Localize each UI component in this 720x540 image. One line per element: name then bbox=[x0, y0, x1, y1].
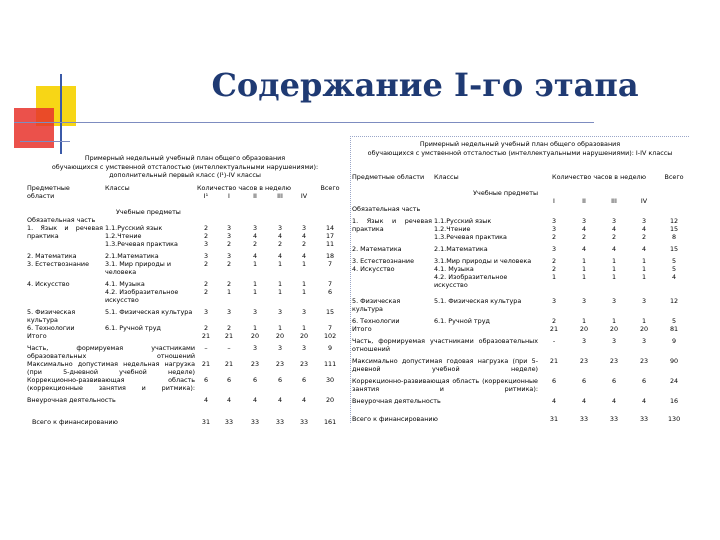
subject-name: 1.3.Речевая практика bbox=[105, 239, 178, 248]
total-cell: 15 bbox=[669, 245, 679, 254]
row-label: Итого bbox=[352, 325, 372, 334]
subject-cell: 2.1.Математика bbox=[105, 251, 159, 260]
area-cell: 4. Искусство bbox=[27, 279, 70, 288]
value-cell: 4 bbox=[301, 251, 307, 260]
value-cell: 1 1 bbox=[611, 265, 617, 282]
row-label: Всего к финансированию bbox=[352, 415, 438, 424]
right-header-row2 bbox=[351, 181, 689, 205]
value-cell: 20 bbox=[639, 325, 649, 334]
area-cell: 1. Язык и речевая практика bbox=[27, 223, 103, 240]
total-cell: 102 bbox=[323, 331, 337, 340]
total-cell: 111 bbox=[323, 359, 337, 368]
value-cell: 1 1 bbox=[641, 265, 647, 282]
value-cell: 6 bbox=[203, 375, 209, 384]
value-cell: 3 bbox=[611, 337, 617, 346]
value-cell: 3 bbox=[551, 245, 557, 254]
left-mandatory-row bbox=[26, 216, 344, 224]
total-cell: 5 bbox=[672, 317, 677, 326]
value-cell: 3 bbox=[301, 307, 307, 316]
value-cell: 23 bbox=[639, 357, 649, 366]
table-row bbox=[351, 217, 689, 241]
subject-name: 1.1.Русский язык bbox=[105, 223, 163, 232]
value-cell: - bbox=[552, 337, 556, 346]
area-cell: 3. Естествознание bbox=[27, 259, 90, 268]
area-cell: 5. Физическая культура bbox=[352, 297, 401, 314]
value-cell: 4 bbox=[641, 397, 647, 406]
table-row-part bbox=[26, 344, 344, 360]
value-cell: 3 4 2 bbox=[301, 223, 307, 248]
table-row bbox=[26, 260, 344, 276]
area-cell: 2. Математика bbox=[27, 251, 77, 260]
total-cell: 9 bbox=[328, 343, 333, 352]
value-cell: 3 4 2 bbox=[611, 217, 617, 242]
value-cell: 3 bbox=[252, 307, 258, 316]
value-cell: 4 bbox=[581, 397, 587, 406]
value-cell: 3 bbox=[301, 343, 307, 352]
right-caption-line: обучающихся с умственной отсталостью (интеллектуальными нарушениями): I-IV классы bbox=[367, 148, 673, 157]
area-cell: 6. Технологии bbox=[27, 323, 75, 332]
left-caption bbox=[26, 150, 344, 180]
header-grade: II bbox=[253, 191, 257, 200]
value-cell: 3 4 2 bbox=[252, 223, 258, 248]
title-rule-short bbox=[20, 141, 70, 142]
value-cell: – bbox=[204, 343, 208, 352]
value-cell: 1 bbox=[581, 257, 587, 266]
value-cell: 1 bbox=[641, 257, 647, 266]
value-cell: 1 bbox=[277, 259, 283, 268]
total-cell: 130 bbox=[667, 415, 681, 424]
value-cell: 4 bbox=[641, 245, 647, 254]
row-label: Всего к финансированию bbox=[32, 417, 118, 426]
header-area: Предметные bbox=[27, 183, 70, 192]
value-cell: 3 3 2 bbox=[551, 217, 557, 242]
value-cell: 2 bbox=[203, 323, 209, 332]
value-cell: 1 bbox=[581, 317, 587, 326]
value-cell: 6 bbox=[301, 375, 307, 384]
value-cell: 21 bbox=[549, 357, 559, 366]
value-cell: 4 bbox=[252, 395, 258, 404]
value-cell: 1 bbox=[611, 257, 617, 266]
value-cell: 2 bbox=[551, 257, 557, 266]
table-row-max bbox=[351, 357, 689, 373]
subject-cell: 3.1. Мир природы и человека bbox=[105, 259, 171, 276]
table-row-max bbox=[26, 360, 344, 376]
header-grade: IV bbox=[300, 191, 308, 200]
page-title: Содержание I-го этапа bbox=[211, 66, 639, 104]
value-cell: 2 bbox=[226, 259, 232, 268]
value-cell: 4 bbox=[252, 251, 258, 260]
total-cell: 18 bbox=[325, 251, 335, 260]
row-label: Коррекционно-развивающая область (коррекционные занятия и ритмика): bbox=[352, 377, 538, 394]
subject-cell: 5.1. Физическая культура bbox=[434, 297, 522, 306]
value-cell: 20 bbox=[275, 331, 285, 340]
header-grade: I bbox=[228, 191, 230, 200]
subject-cell: 6.1. Ручной труд bbox=[434, 317, 490, 326]
row-label: Коррекционно-развивающая область (коррекционные занятия и ритмика): bbox=[27, 375, 195, 392]
area-cell: 3. Естествознание bbox=[352, 257, 415, 266]
value-cell: – bbox=[227, 343, 231, 352]
subject-name: 4.1. Музыка bbox=[434, 265, 474, 274]
value-cell: 3 bbox=[641, 337, 647, 346]
value-cell: 3 bbox=[203, 307, 209, 316]
table-row-corr bbox=[351, 377, 689, 393]
table-row-itogo bbox=[26, 332, 344, 340]
table-row bbox=[26, 308, 344, 324]
row-label: Часть, формируемая участниками образовательных отношений bbox=[27, 343, 195, 360]
left-caption-line: Примерный недельный учебный план общего образования bbox=[84, 154, 286, 162]
value-cell: 3 4 2 bbox=[641, 217, 647, 242]
total-cell: 30 bbox=[325, 375, 335, 384]
value-cell: 1 1 bbox=[581, 265, 587, 282]
area-cell: 5. Физическая культура bbox=[27, 307, 76, 324]
value-cell: 3 bbox=[252, 343, 258, 352]
table-row bbox=[351, 265, 689, 289]
right-plan-table bbox=[350, 136, 689, 423]
value-cell: 21 bbox=[549, 325, 559, 334]
total-cell: 7 bbox=[328, 259, 333, 268]
value-cell: 20 bbox=[579, 325, 589, 334]
total-cell: 7 6 bbox=[328, 279, 333, 296]
value-cell: 4 bbox=[611, 245, 617, 254]
header-grade: III bbox=[611, 197, 617, 206]
subject-cell: 5.1. Физическая культура bbox=[105, 307, 193, 316]
subject-cell bbox=[433, 265, 539, 289]
value-cell: 4 bbox=[277, 251, 283, 260]
value-cell: 1 1 bbox=[252, 279, 258, 296]
header-hours: Количество часов в неделю bbox=[197, 183, 291, 192]
total-cell: 81 bbox=[669, 325, 679, 334]
header-area2: области bbox=[27, 191, 55, 200]
header-grade: I bbox=[553, 197, 555, 206]
value-cell: 1 bbox=[301, 323, 307, 332]
subject-cell bbox=[104, 224, 196, 248]
subject-name: 1.2.Чтение bbox=[434, 225, 471, 234]
table-row bbox=[26, 324, 344, 332]
right-caption bbox=[351, 137, 689, 157]
table-row-extra bbox=[351, 397, 689, 405]
value-cell: 3 bbox=[203, 251, 209, 260]
table-row-part bbox=[351, 337, 689, 353]
value-cell: 6 bbox=[641, 377, 647, 386]
table-row-fin bbox=[26, 418, 344, 426]
header-grade: I¹ bbox=[203, 191, 209, 200]
left-caption-line: обучающихся с умственной отсталостью (интеллектуальными нарушениями): bbox=[51, 162, 319, 171]
value-cell: 33 bbox=[579, 415, 589, 424]
total-cell: 5 bbox=[672, 257, 677, 266]
value-cell: 4 bbox=[581, 245, 587, 254]
subject-name: 1.1.Русский язык bbox=[434, 217, 492, 226]
value-cell: 3 bbox=[226, 251, 232, 260]
value-cell: 6 bbox=[611, 377, 617, 386]
header-classes: Классы bbox=[105, 183, 130, 192]
subject-cell bbox=[433, 217, 539, 241]
row-label: Часть, формируемая участниками образовательных отношений bbox=[352, 337, 538, 354]
header-total: Всего bbox=[664, 173, 684, 182]
value-cell: 2 bbox=[226, 323, 232, 332]
area-cell: 4. Искусство bbox=[352, 265, 395, 274]
value-cell: 21 bbox=[224, 359, 234, 368]
left-header-row2 bbox=[26, 192, 344, 216]
value-cell: 2 1 bbox=[226, 279, 232, 296]
value-cell: 3 bbox=[226, 307, 232, 316]
total-cell: 14 17 11 bbox=[325, 223, 335, 248]
total-cell: 20 bbox=[325, 395, 335, 404]
value-cell: 23 bbox=[579, 357, 589, 366]
value-cell: 23 bbox=[609, 357, 619, 366]
value-cell: 4 bbox=[203, 395, 209, 404]
row-label: Максимально допустимая недельная нагрузка (при 5-дневной учебной неделе) bbox=[27, 359, 195, 376]
value-cell: 33 bbox=[609, 415, 619, 424]
value-cell: 31 bbox=[549, 415, 559, 424]
area-cell: 1. Язык и речевая практика bbox=[352, 217, 432, 234]
value-cell: 6 bbox=[551, 377, 557, 386]
value-cell: 21 bbox=[201, 331, 211, 340]
value-cell: 21 bbox=[201, 359, 211, 368]
value-cell: 2 2 bbox=[203, 279, 209, 296]
total-cell: 7 bbox=[328, 323, 333, 332]
value-cell: 20 bbox=[250, 331, 260, 340]
total-cell: 9 bbox=[672, 337, 677, 346]
value-cell: 4 bbox=[226, 395, 232, 404]
value-cell: 23 bbox=[299, 359, 309, 368]
subject-cell: 3.1.Мир природы и человека bbox=[434, 257, 532, 266]
value-cell: 3 bbox=[581, 297, 587, 306]
value-cell: 6 bbox=[226, 375, 232, 384]
value-cell: 1 bbox=[252, 259, 258, 268]
value-cell: 4 bbox=[277, 395, 283, 404]
value-cell: 31 bbox=[201, 417, 211, 426]
value-cell: 1 bbox=[641, 317, 647, 326]
table-row bbox=[351, 245, 689, 253]
value-cell: 2 2 3 bbox=[203, 223, 209, 248]
subject-cell bbox=[104, 280, 196, 304]
row-label: Внеурочная деятельность bbox=[27, 395, 116, 404]
value-cell: 1 bbox=[301, 259, 307, 268]
value-cell: 33 bbox=[639, 415, 649, 424]
left-header-row bbox=[26, 184, 344, 192]
value-cell: 3 3 2 bbox=[226, 223, 232, 248]
total-cell: 12 bbox=[669, 297, 679, 306]
value-cell: 3 bbox=[277, 343, 283, 352]
value-cell: 4 bbox=[611, 397, 617, 406]
value-cell: 1 bbox=[611, 317, 617, 326]
value-cell: 3 bbox=[581, 337, 587, 346]
value-cell: 3 bbox=[641, 297, 647, 306]
total-cell: 161 bbox=[323, 417, 337, 426]
value-cell: 3 bbox=[551, 297, 557, 306]
value-cell: 2 bbox=[551, 317, 557, 326]
total-cell: 12 15 8 bbox=[669, 217, 679, 242]
total-cell: 90 bbox=[669, 357, 679, 366]
subject-cell: 6.1. Ручной труд bbox=[105, 323, 161, 332]
table-row-corr bbox=[26, 376, 344, 392]
title-rule bbox=[14, 122, 594, 123]
value-cell: 33 bbox=[224, 417, 234, 426]
right-header-row bbox=[351, 173, 689, 181]
row-label: Внеурочная деятельность bbox=[352, 397, 441, 406]
value-cell: 2 bbox=[203, 259, 209, 268]
table-row bbox=[26, 280, 344, 304]
subject-name: 4.2. Изобразительное искусство bbox=[434, 273, 508, 290]
subject-name: 4.1. Музыка bbox=[105, 279, 145, 288]
value-cell: 3 4 2 bbox=[581, 217, 587, 242]
subject-name: 1.3.Речевая практика bbox=[434, 233, 507, 242]
header-grade: IV bbox=[640, 197, 648, 206]
subject-name: 4.2. Изобразительное искусство bbox=[105, 287, 179, 304]
left-plan-table bbox=[26, 150, 344, 426]
value-cell: 21 bbox=[224, 331, 234, 340]
subject-cell: 2.1.Математика bbox=[434, 245, 488, 254]
total-cell: 5 4 bbox=[672, 265, 677, 282]
value-cell: 3 bbox=[611, 297, 617, 306]
value-cell: 6 bbox=[277, 375, 283, 384]
row-label: Максимально допустимая годовая нагрузка (при 5-дневной учебной неделе) bbox=[352, 357, 538, 374]
value-cell: 33 bbox=[275, 417, 285, 426]
total-cell: 24 bbox=[669, 377, 679, 386]
right-mandatory-row bbox=[351, 205, 689, 213]
value-cell: 20 bbox=[609, 325, 619, 334]
deco-blue-line bbox=[60, 74, 62, 154]
value-cell: 1 1 bbox=[277, 279, 283, 296]
table-row-itogo bbox=[351, 325, 689, 333]
value-cell: 4 bbox=[301, 395, 307, 404]
value-cell: 2 1 bbox=[551, 265, 557, 282]
value-cell: 6 bbox=[252, 375, 258, 384]
right-table bbox=[351, 173, 689, 423]
header-classes: Классы bbox=[434, 173, 459, 182]
area-cell: 6. Технологии bbox=[352, 317, 400, 326]
left-table bbox=[26, 184, 344, 426]
header-subjects: Учебные предметы bbox=[116, 207, 181, 216]
value-cell: 33 bbox=[299, 417, 309, 426]
value-cell: 1 bbox=[252, 323, 258, 332]
deco-red-square bbox=[14, 108, 54, 148]
table-row bbox=[26, 252, 344, 260]
row-label: Итого bbox=[27, 331, 47, 340]
right-caption-line: Примерный недельный учебный план общего образования bbox=[419, 140, 621, 148]
value-cell: 23 bbox=[275, 359, 285, 368]
table-row bbox=[351, 257, 689, 265]
header-subjects: Учебные предметы bbox=[473, 189, 538, 198]
table-row bbox=[351, 317, 689, 325]
header-grade: III bbox=[277, 191, 283, 200]
table-row-extra bbox=[26, 396, 344, 404]
area-cell: 2. Математика bbox=[352, 245, 402, 254]
subject-name: 1.2.Чтение bbox=[105, 231, 142, 240]
mandatory-label: Обязательная часть bbox=[27, 215, 96, 224]
value-cell: 4 bbox=[551, 397, 557, 406]
header-grade: II bbox=[582, 197, 586, 206]
value-cell: 3 bbox=[277, 307, 283, 316]
mandatory-label: Обязательная часть bbox=[352, 205, 421, 214]
header-hours: Количество часов в неделю bbox=[552, 173, 647, 182]
value-cell: 33 bbox=[250, 417, 260, 426]
value-cell: 20 bbox=[299, 331, 309, 340]
value-cell: 23 bbox=[250, 359, 260, 368]
header-area: Предметные области bbox=[352, 173, 425, 182]
total-cell: 16 bbox=[669, 397, 679, 406]
value-cell: 6 bbox=[581, 377, 587, 386]
header-total: Всего bbox=[320, 183, 340, 192]
table-row-fin bbox=[351, 415, 689, 423]
total-cell: 15 bbox=[325, 307, 335, 316]
value-cell: 1 bbox=[277, 323, 283, 332]
value-cell: 3 4 2 bbox=[277, 223, 283, 248]
value-cell: 1 1 bbox=[301, 279, 307, 296]
table-row bbox=[26, 224, 344, 248]
left-caption-line: дополнительный первый класс (I¹)-IV классы bbox=[109, 171, 261, 180]
table-row bbox=[351, 297, 689, 313]
